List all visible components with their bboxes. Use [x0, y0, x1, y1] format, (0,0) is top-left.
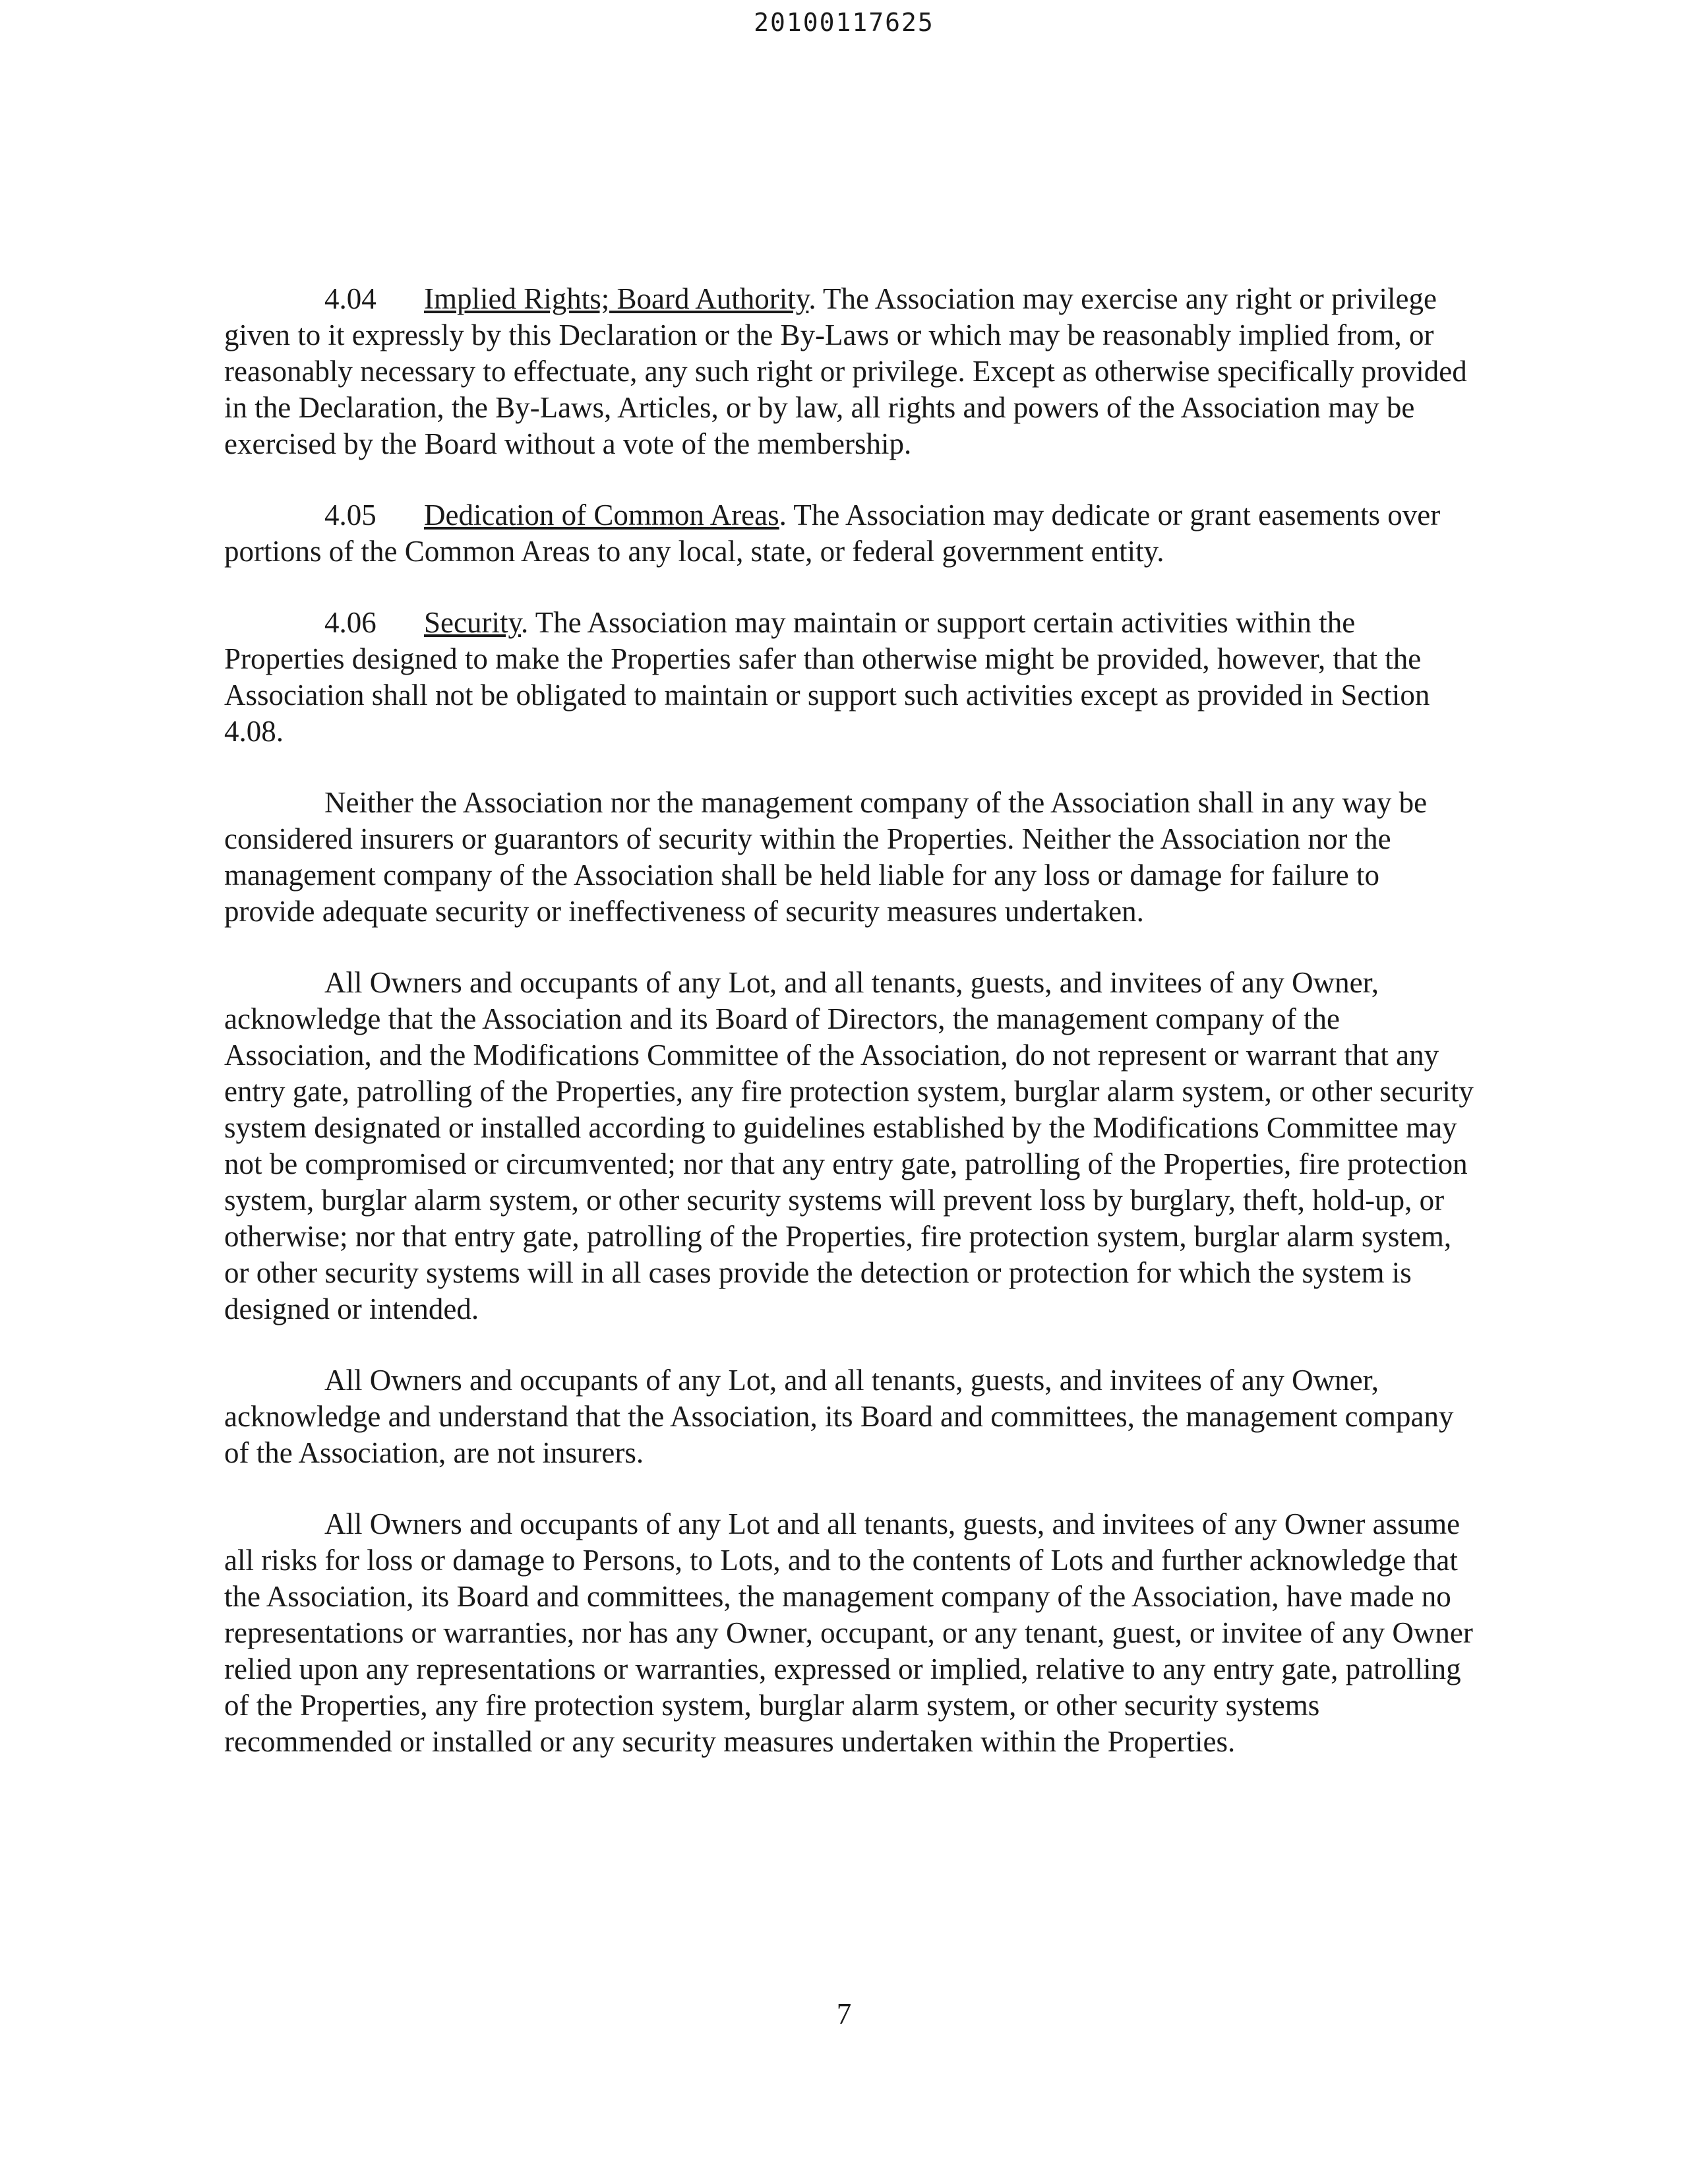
section-number: 4.06	[324, 606, 377, 639]
section-number: 4.04	[324, 282, 377, 315]
section-4-04	[224, 281, 1477, 462]
section-text: . The Association may maintain or support certain activities within the Properties designed to make the Properties safer than otherwise might be provided, however, that the Association shall not be obligated to maintain or support such activities except as provided in Section 4.08.	[224, 606, 1430, 748]
paragraph-assume-risks: All Owners and occupants of any Lot and all tenants, guests, and invitees of any Owner assume all risks for loss or damage to Persons, to Lots, and to the contents of Lots and further acknowledge that the Association, its Board and committees, the management company of the Association, have made no representations or warranties, nor has any Owner, occupant, or any tenant, guest, or invitee of any Owner relied upon any representations or warranties, expressed or implied, relative to any entry gate, patrolling of the Properties, any fire protection system, burglar alarm system, or other security systems recommended or installed or any security measures undertaken within the Properties.	[224, 1507, 1473, 1758]
section-title: Security	[424, 606, 522, 639]
section-number: 4.05	[324, 499, 377, 531]
section-text: . The Association may exercise any right or privilege given to it expressly by this Declaration or the By-Laws or which may be reasonably implied from, or reasonably necessary to effectuate, any such right or privilege. Except as otherwise specifically provided in the Declaration, the By-Laws, Articles, or by law, all rights and powers of the Association may be exercised by the Board without a vote of the membership.	[224, 282, 1467, 460]
page-number: 7	[836, 1997, 852, 2030]
section-text: . The Association may dedicate or grant easements over portions of the Common Areas to any local, state, or federal government entity.	[224, 499, 1441, 568]
paragraph-not-insurers: All Owners and occupants of any Lot, and all tenants, guests, and invitees of any Owner, acknowledge and understand that the Association, its Board and committees, the management company of the Association, are not insurers.	[224, 1364, 1454, 1469]
paragraph-no-warranty: All Owners and occupants of any Lot, and all tenants, guests, and invitees of any Owner, acknowledge that the Association and its Board of Directors, the management company of the Association, and the Modifications Committee of the Association, do not represent or warrant that any entry gate, patrolling of the Properties, any fire protection system, burglar alarm system, or other security system designated or installed according to guidelines established by the Modifications Committee may not be compromised or circumvented; nor that any entry gate, patrolling of the Properties, fire protection system, burglar alarm system, or other security systems will prevent loss by burglary, theft, hold-up, or otherwise; nor that entry gate, patrolling of the Properties, fire protection system, burglar alarm system, or other security systems will in all cases provide the detection or protection for which the system is designed or intended.	[224, 966, 1474, 1325]
section-title: Implied Rights; Board Authority	[424, 282, 809, 315]
paragraph-liability: Neither the Association nor the management company of the Association shall in any way be considered insurers or guarantors of security within the Properties. Neither the Association nor the management company of the Association shall be held liable for any loss or damage for failure to provide adequate security or ineffectiveness of security measures undertaken.	[224, 786, 1428, 928]
section-4-05	[224, 497, 1477, 570]
section-4-06	[224, 605, 1477, 750]
document-body	[224, 281, 1477, 1795]
section-title: Dedication of Common Areas	[424, 499, 779, 531]
document-number: 20100117625	[754, 8, 934, 37]
